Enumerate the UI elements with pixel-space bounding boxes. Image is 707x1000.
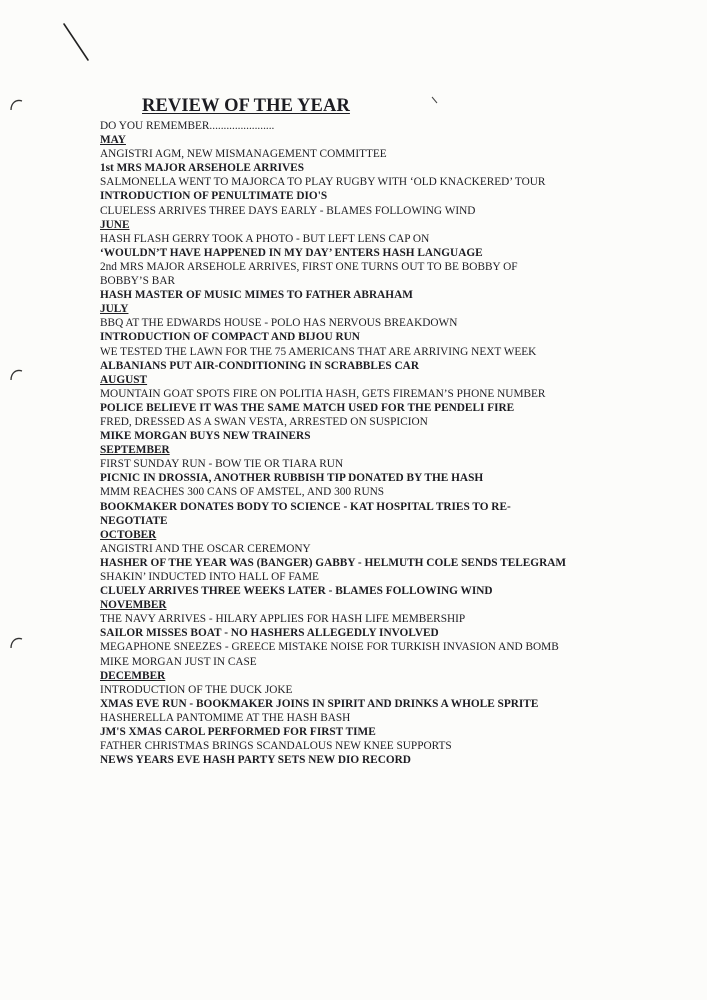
list-item: INTRODUCTION OF PENULTIMATE DIO'S bbox=[100, 190, 328, 203]
list-item: POLICE BELIEVE IT WAS THE SAME MATCH USED FOR THE PENDELI FIRE bbox=[100, 401, 515, 414]
list-item: SALMONELLA WENT TO MAJORCA TO PLAY RUGBY WITH ‘OLD KNACKERED’ TOUR bbox=[100, 176, 546, 189]
list-item: ‘WOULDN’T HAVE HAPPENED IN MY DAY’ ENTERS HASH LANGUAGE bbox=[100, 246, 483, 259]
list-item: HASHERELLA PANTOMIME AT THE HASH BASH bbox=[100, 711, 351, 724]
month-heading: JUNE bbox=[100, 218, 130, 231]
list-item: FRED, DRESSED AS A SWAN VESTA, ARRESTED ON SUSPICION bbox=[100, 415, 428, 428]
list-item: ANGISTRI AGM, NEW MISMANAGEMENT COMMITTEE bbox=[100, 148, 387, 161]
list-item: ANGISTRI AND THE OSCAR CEREMONY bbox=[100, 542, 311, 555]
list-item: SAILOR MISSES BOAT - NO HASHERS ALLEGEDLY INVOLVED bbox=[100, 627, 439, 640]
month-section-august bbox=[100, 373, 620, 443]
list-item: CLUELY ARRIVES THREE WEEKS LATER - BLAMES FOLLOWING WIND bbox=[100, 585, 493, 598]
list-item: BOOKMAKER DONATES BODY TO SCIENCE - KAT HOSPITAL TRIES TO RE- bbox=[100, 500, 511, 513]
list-item: PICNIC IN DROSSIA, ANOTHER RUBBISH TIP DONATED BY THE HASH bbox=[100, 472, 484, 485]
list-item: 2nd MRS MAJOR ARSEHOLE ARRIVES, FIRST ONE TURNS OUT TO BE BOBBY OF bbox=[100, 260, 518, 273]
list-item: INTRODUCTION OF COMPACT AND BIJOU RUN bbox=[100, 331, 360, 344]
month-heading: MAY bbox=[100, 134, 126, 147]
month-section-may bbox=[100, 133, 620, 218]
month-section-june bbox=[100, 218, 620, 303]
list-item: 1st MRS MAJOR ARSEHOLE ARRIVES bbox=[100, 162, 304, 175]
list-item: WE TESTED THE LAWN FOR THE 75 AMERICANS THAT ARE ARRIVING NEXT WEEK bbox=[100, 345, 537, 358]
punch-hole-mark bbox=[8, 98, 24, 112]
list-item: FATHER CHRISTMAS BRINGS SCANDALOUS NEW KNEE SUPPORTS bbox=[100, 740, 452, 753]
month-heading: NOVEMBER bbox=[100, 599, 167, 612]
month-section-july bbox=[100, 302, 620, 372]
list-item: MMM REACHES 300 CANS OF AMSTEL, AND 300 RUNS bbox=[100, 486, 385, 499]
list-item: THE NAVY ARRIVES - HILARY APPLIES FOR HASH LIFE MEMBERSHIP bbox=[100, 613, 466, 626]
list-item: BBQ AT THE EDWARDS HOUSE - POLO HAS NERVOUS BREAKDOWN bbox=[100, 317, 458, 330]
month-heading: SEPTEMBER bbox=[100, 444, 170, 457]
month-heading: DECEMBER bbox=[100, 669, 166, 682]
list-item: BOBBY’S BAR bbox=[100, 275, 176, 288]
punch-hole-mark bbox=[8, 368, 24, 382]
list-item: MIKE MORGAN JUST IN CASE bbox=[100, 655, 257, 668]
month-heading: AUGUST bbox=[100, 373, 148, 386]
page-title: REVIEW OF THE YEAR bbox=[142, 96, 350, 116]
list-item: HASH FLASH GERRY TOOK A PHOTO - BUT LEFT LENS CAP ON bbox=[100, 232, 430, 245]
list-item: SHAKIN’ INDUCTED INTO HALL OF FAME bbox=[100, 571, 319, 583]
intro-line: DO YOU REMEMBER....................... bbox=[100, 120, 275, 132]
list-item: MEGAPHONE SNEEZES - GREECE MISTAKE NOISE FOR TURKISH INVASION AND BOMB bbox=[100, 641, 559, 654]
list-item: ALBANIANS PUT AIR-CONDITIONING IN SCRABBLES CAR bbox=[100, 359, 419, 372]
month-section-november bbox=[100, 598, 620, 668]
month-heading: JULY bbox=[100, 303, 129, 316]
list-item: CLUELESS ARRIVES THREE DAYS EARLY - BLAMES FOLLOWING WIND bbox=[100, 204, 476, 217]
list-item: HASHER OF THE YEAR WAS (BANGER) GABBY - HELMUTH COLE SENDS TELEGRAM bbox=[100, 556, 567, 569]
list-item: NEWS YEARS EVE HASH PARTY SETS NEW DIO RECORD bbox=[100, 754, 411, 767]
list-item: FIRST SUNDAY RUN - BOW TIE OR TIARA RUN bbox=[100, 458, 344, 471]
month-section-december bbox=[100, 669, 620, 768]
list-item: INTRODUCTION OF THE DUCK JOKE bbox=[100, 683, 293, 696]
list-item: HASH MASTER OF MUSIC MIMES TO FATHER ABRAHAM bbox=[100, 289, 413, 302]
month-heading: OCTOBER bbox=[100, 528, 157, 541]
pen-mark-scribble bbox=[58, 20, 94, 64]
month-section-october bbox=[100, 528, 620, 598]
review-content bbox=[100, 95, 620, 767]
list-item: JM'S XMAS CAROL PERFORMED FOR FIRST TIME bbox=[100, 726, 376, 739]
list-item: XMAS EVE RUN - BOOKMAKER JOINS IN SPIRIT AND DRINKS A WHOLE SPRITE bbox=[100, 697, 539, 710]
list-item: MOUNTAIN GOAT SPOTS FIRE ON POLITIA HASH, GETS FIREMAN’S PHONE NUMBER bbox=[100, 387, 546, 400]
month-section-september bbox=[100, 443, 620, 528]
punch-hole-mark bbox=[8, 636, 24, 650]
list-item: NEGOTIATE bbox=[100, 514, 168, 527]
list-item: MIKE MORGAN BUYS NEW TRAINERS bbox=[100, 430, 311, 443]
